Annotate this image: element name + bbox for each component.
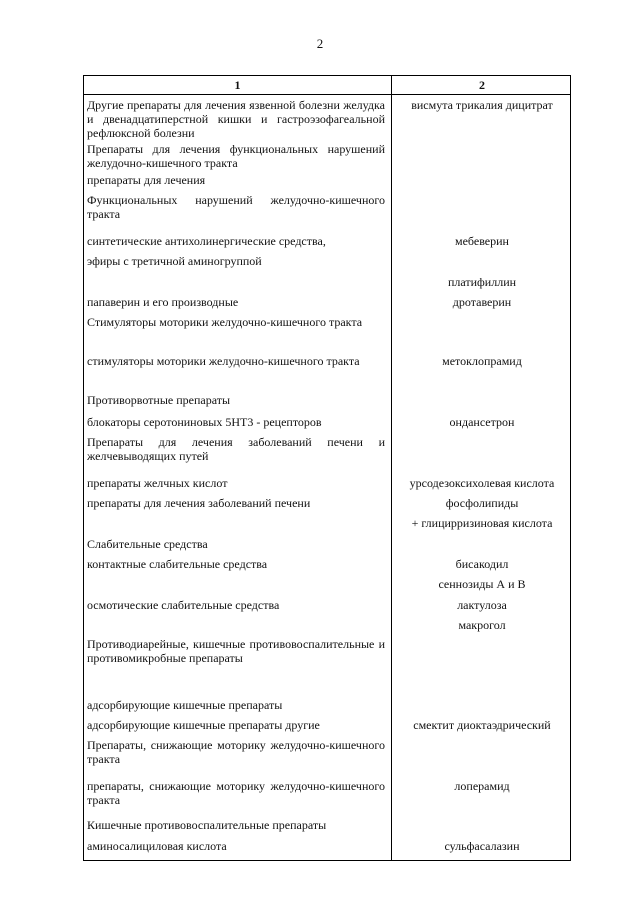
row-right-text: метоклопрамид [442,354,522,368]
row-left-text: стимуляторы моторики желудочно-кишечного тракта [87,354,360,368]
row-left-text: Препараты для лечения заболеваний печени и желчевыводящих путей [87,435,385,463]
row-left-text: синтетические антихолинергические средства, [87,234,326,248]
row-right-text: макрогол [458,618,506,632]
row-right-text: лактулоза [457,598,507,612]
row-right-text: сеннозиды А и В [438,577,526,591]
row-left-text: аминосалициловая кислота [87,839,227,853]
row-right-text: урсодезоксихолевая кислота [409,476,555,490]
row-left-text: адсорбирующие кишечные препараты [87,698,283,712]
row-right-text: смектит диоктаэдрический [413,718,551,732]
row-left-text: папаверин и его производные [87,295,239,309]
row-left-text: Другие препараты для лечения язвенной болезни желудка и двенадцатиперстной кишки и гастроэзофагеальной рефлюксной болезни [87,98,385,140]
row-right-text: ондансетрон [449,415,515,429]
row-left-text: Препараты, снижающие моторику желудочно-кишечного тракта [87,738,385,766]
row-right-text: висмута трикалия дицитрат [411,98,553,112]
row-left-text: Стимуляторы моторики желудочно-кишечного тракта [87,315,363,329]
row-left-text: препараты желчных кислот [87,476,228,490]
row-left-text: препараты, снижающие моторику желудочно-кишечного тракта [87,779,385,807]
row-left-text: препараты для лечения [87,173,206,187]
header-col-1: 1 [234,78,241,92]
row-right-text: мебеверин [455,234,509,248]
row-left-text: адсорбирующие кишечные препараты другие [87,718,320,732]
row-right-text: бисакодил [455,557,509,571]
header-col-2: 2 [479,78,485,92]
row-left-text: препараты для лечения заболеваний печени [87,496,311,510]
page-number: 2 [316,36,324,51]
row-left-text: Препараты для лечения функциональных нарушений желудочно-кишечного тракта [87,142,385,170]
row-left-text: Функциональных нарушений желудочно-кишечного тракта [87,193,385,221]
row-left-text: эфиры с третичной аминогруппой [87,254,262,268]
drug-table [83,75,571,861]
row-left-text: Противодиарейные, кишечные противовоспалительные и противомикробные препараты [87,637,385,665]
row-left-text: осмотические слабительные средства [87,598,280,612]
row-left-text: Противорвотные препараты [87,393,231,407]
row-right-text: лоперамид [454,779,510,793]
column-divider [391,76,392,860]
row-right-text: фосфолипиды [445,496,519,510]
row-right-text: платифиллин [447,275,517,289]
row-right-text: дротаверин [452,295,512,309]
row-left-text: Слабительные средства [87,537,208,551]
row-left-text: контактные слабительные средства [87,557,268,571]
row-left-text: Кишечные противовоспалительные препараты [87,818,327,832]
row-left-text: блокаторы серотониновых 5НТ3 - рецепторов [87,415,322,429]
row-right-text: сульфасалазин [444,839,520,853]
row-right-text: + глицирризиновая кислота [411,516,553,530]
table-header-row [84,76,570,95]
